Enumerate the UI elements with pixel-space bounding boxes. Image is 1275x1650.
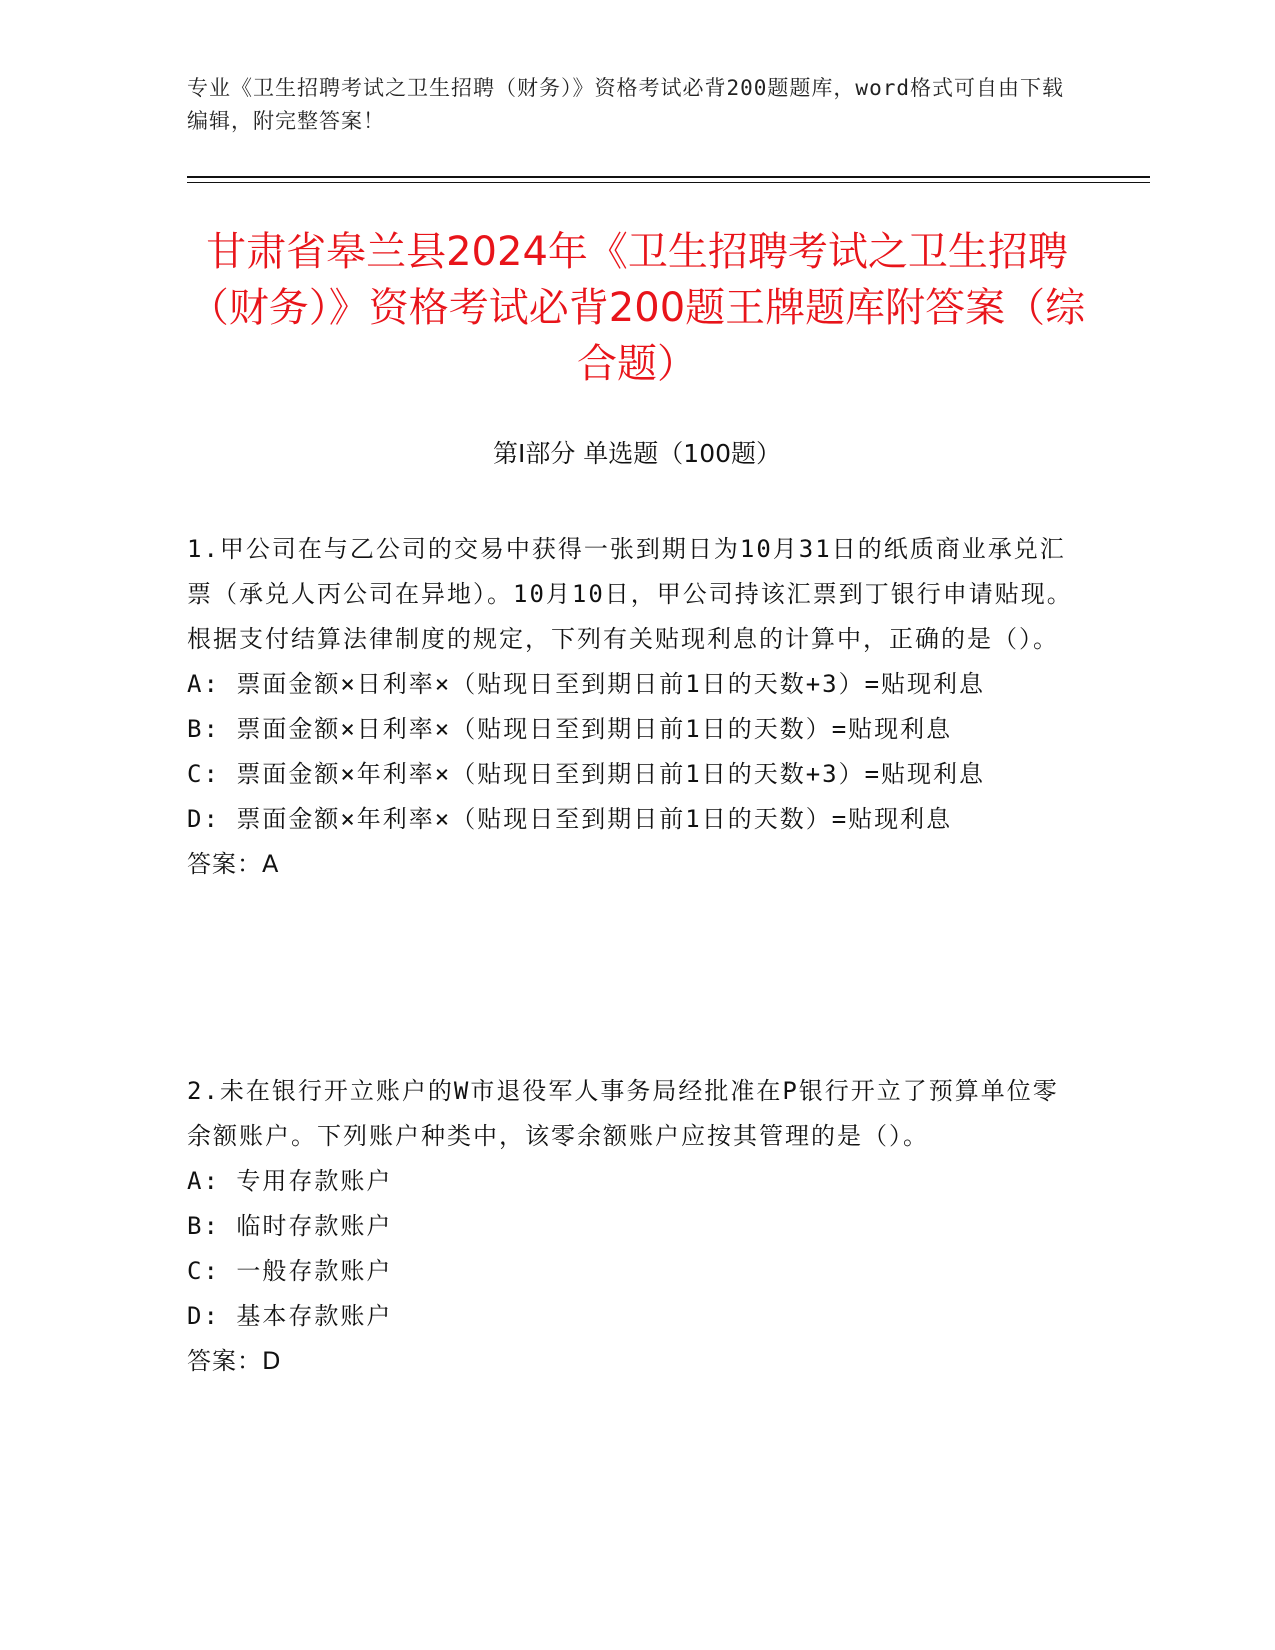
option-c: C: 一般存款账户 [187, 1257, 393, 1285]
document-title: 甘肃省皋兰县2024年《卫生招聘考试之卫生招聘（财务）》资格考试必背200题王牌题库附答案（综合题） [188, 229, 1086, 387]
header-divider-thick [187, 176, 1150, 178]
answer-line: 答案：A [187, 850, 280, 878]
question-stem: 1.甲公司在与乙公司的交易中获得一张到期日为10月31日的纸质商业承兑汇票（承兑人丙公司在异地）。10月10日，甲公司持该汇票到丁银行申请贴现。根据支付结算法律制度的规定，下列有关贴现利息的计算中，正确的是（）。 [187, 535, 1073, 653]
option-a: A: 票面金额×日利率×（贴现日至到期日前1日的天数+3）=贴现利息 [187, 670, 986, 698]
answer-line: 答案：D [187, 1347, 282, 1375]
option-d: D: 票面金额×年利率×（贴现日至到期日前1日的天数）=贴现利息 [187, 805, 953, 833]
option-b: B: 票面金额×日利率×（贴现日至到期日前1日的天数）=贴现利息 [187, 715, 953, 743]
option-d: D: 基本存款账户 [187, 1302, 393, 1330]
section-title: 第Ⅰ部分 单选题（100题） [492, 439, 782, 468]
option-a: A: 专用存款账户 [187, 1167, 393, 1195]
option-c: C: 票面金额×年利率×（贴现日至到期日前1日的天数+3）=贴现利息 [187, 760, 986, 788]
question-2 [187, 1069, 1077, 1384]
header-divider-thin [187, 182, 1150, 183]
question-1 [187, 527, 1077, 887]
option-b: B: 临时存款账户 [187, 1212, 393, 1240]
header-note: 专业《卫生招聘考试之卫生招聘（财务）》资格考试必背200题题库，word格式可自由下载编辑，附完整答案！ [187, 76, 1064, 133]
question-stem: 2.未在银行开立账户的W市退役军人事务局经批准在P银行开立了预算单位零余额账户。下列账户种类中，该零余额账户应按其管理的是（）。 [187, 1077, 1059, 1150]
